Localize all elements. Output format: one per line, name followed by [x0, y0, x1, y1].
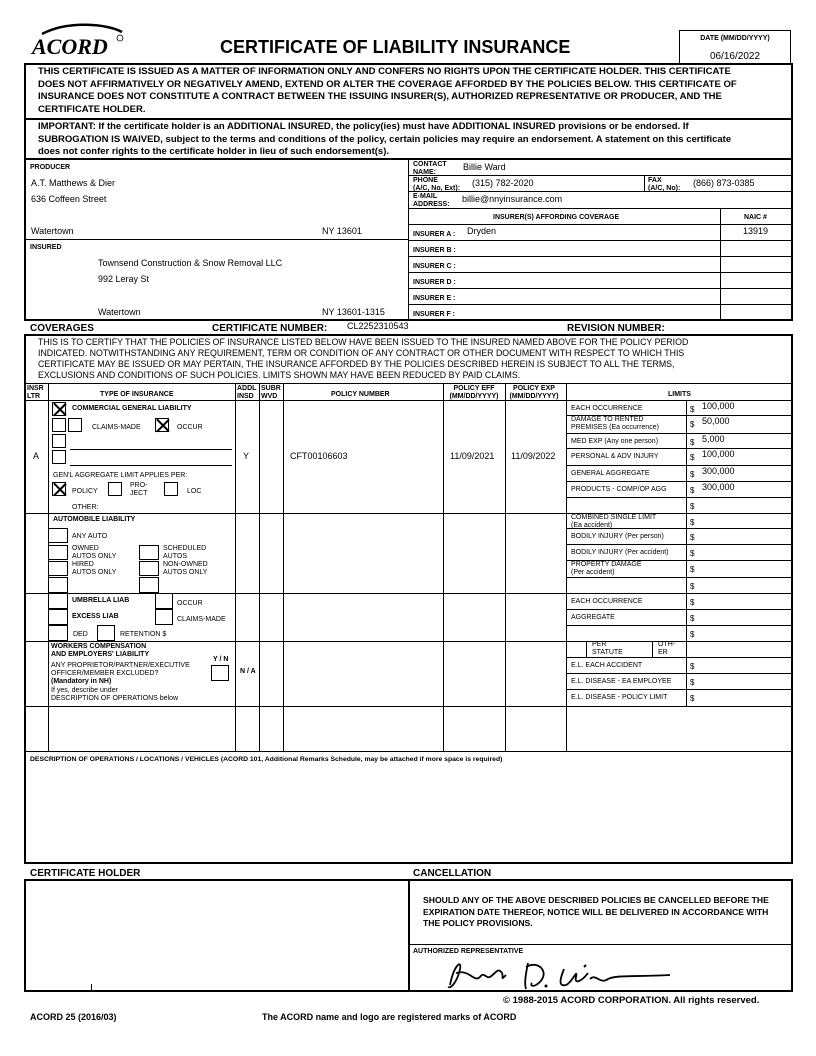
- insurer-label: INSURER C :: [413, 263, 456, 270]
- col-addl: ADDL INSD: [237, 385, 257, 400]
- dollar-sign: $: [690, 662, 695, 671]
- gen-agg-applies-label: GEN'L AGGREGATE LIMIT APPLIES PER:: [53, 472, 188, 479]
- other-label: OTHER:: [72, 504, 99, 511]
- phone-label: PHONE (A/C, No, Ext):: [413, 177, 461, 192]
- col-insr-ltr: INSR LTR: [27, 385, 44, 400]
- limit-label: E.L. DISEASE - EA EMPLOYEE: [571, 678, 672, 685]
- non-owned-autos-label: NON-OWNED AUTOS ONLY: [163, 561, 208, 576]
- loc-checkbox[interactable]: [164, 482, 178, 496]
- gl-eff-date: 11/09/2021: [450, 451, 495, 461]
- fax-label: FAX (A/C, No):: [648, 177, 681, 192]
- excess-label: EXCESS LIAB: [72, 613, 119, 620]
- dollar-sign: $: [690, 614, 695, 623]
- col-exp: POLICY EXP (MM/DD/YYYY): [509, 385, 559, 400]
- cert-number: CL2252310543: [347, 321, 409, 331]
- insurer-label: INSURER A :: [413, 231, 456, 238]
- insured-name: Townsend Construction & Snow Removal LLC: [98, 258, 283, 268]
- cancellation-label: CANCELLATION: [413, 868, 492, 879]
- limit-value: 50,000: [702, 416, 730, 426]
- limit-label: COMBINED SINGLE LIMIT (Ea accident): [571, 514, 657, 529]
- auto-blank-checkbox-1[interactable]: [48, 577, 68, 593]
- per-statute-checkbox[interactable]: [586, 641, 587, 657]
- gl-blank-checkbox-2[interactable]: [52, 450, 66, 464]
- loc-label: LOC: [187, 488, 202, 495]
- dollar-sign: $: [690, 438, 695, 447]
- wc-yn-label: Y / N: [213, 656, 229, 663]
- umbrella-checkbox[interactable]: [48, 593, 68, 609]
- coverage-statement: THIS IS TO CERTIFY THAT THE POLICIES OF INSURANCE LISTED BELOW HAVE BEEN ISSUED TO THE INSURED NAMED ABOVE FOR THE POLICY PERIOD INDICATED. NOTWITHSTANDING ANY REQUIREMENT, TERM OR CONDITION OF ANY CONTRACT OR OTHER DOCUMENT WITH RESPECT TO WHICH THIS CERTIFICATE MAY BE ISSUED OR MAY PERTAIN, THE INSURANCE AFFORDED BY THE POLICIES DESCRIBED HEREIN IS SUBJECT TO ALL THE TERMS, EXCLUSIONS AND CONDITIONS OF SUCH POLICIES. LIMITS SHOWN MAY HAVE BEEN REDUCED BY PAID CLAIMS.: [38, 337, 689, 380]
- occur-checkbox[interactable]: [155, 418, 169, 432]
- gl-exp-date: 11/09/2022: [511, 451, 556, 461]
- dollar-sign: $: [690, 420, 695, 429]
- limit-label: MED EXP (Any one person): [571, 438, 659, 445]
- wc-describe-label: If yes, describe under DESCRIPTION OF OPERATIONS below: [51, 687, 179, 702]
- limit-label: PERSONAL & ADV INJURY: [571, 453, 659, 460]
- page-title: CERTIFICATE OF LIABILITY INSURANCE: [220, 37, 571, 57]
- umbrella-claims-made-checkbox[interactable]: [155, 609, 173, 625]
- dollar-sign: $: [690, 694, 695, 703]
- dollar-sign: $: [690, 502, 695, 511]
- umbrella-occur-checkbox[interactable]: [155, 593, 173, 609]
- gl-checkbox[interactable]: [52, 402, 66, 416]
- wc-mandatory-label: (Mandatory in NH): [51, 678, 112, 685]
- limit-label: PROPERTY DAMAGE (Per accident): [571, 561, 642, 576]
- insurer-label: INSURER B :: [413, 247, 456, 254]
- insured-street: 992 Leray St: [98, 274, 150, 284]
- dollar-sign: $: [690, 470, 695, 479]
- col-type: TYPE OF INSURANCE: [100, 391, 174, 398]
- gl-blank-checkbox-1[interactable]: [52, 434, 66, 448]
- holder-box: [24, 879, 410, 992]
- dollar-sign: $: [690, 405, 695, 414]
- naic-header: NAIC #: [744, 214, 767, 221]
- insurer-label: INSURER D :: [413, 279, 456, 286]
- date-label: DATE (MM/DD/YYYY): [700, 35, 770, 42]
- acord-logo: [28, 22, 128, 66]
- insurer-name: Dryden: [467, 226, 497, 236]
- ded-checkbox[interactable]: [48, 625, 68, 641]
- hired-autos-checkbox[interactable]: [48, 561, 68, 576]
- dollar-sign: $: [690, 533, 695, 542]
- contact-name: Billie Ward: [463, 162, 506, 172]
- wc-title: WORKERS COMPENSATION AND EMPLOYERS' LIABILITY: [51, 643, 150, 658]
- insurer-label: INSURER F :: [413, 311, 455, 318]
- retention-checkbox[interactable]: [97, 625, 115, 641]
- claims-made-label: CLAIMS-MADE: [92, 424, 141, 431]
- producer-city: Watertown: [31, 226, 74, 236]
- coverages-label: COVERAGES: [30, 323, 94, 334]
- dollar-sign: $: [690, 582, 695, 591]
- revision-number-label: REVISION NUMBER:: [567, 323, 665, 334]
- project-checkbox[interactable]: [108, 482, 122, 496]
- scheduled-autos-checkbox[interactable]: [139, 545, 159, 560]
- auth-rep-label: AUTHORIZED REPRESENTATIVE: [413, 948, 524, 955]
- email-value: billie@nnyinsurance.com: [462, 194, 563, 204]
- holder-label: CERTIFICATE HOLDER: [30, 868, 141, 879]
- gl-policy-number: CFT00106603: [290, 451, 348, 461]
- any-auto-label: ANY AUTO: [72, 533, 108, 540]
- limit-label: EACH OCCURRENCE: [571, 405, 643, 412]
- limit-label: E.L. DISEASE - POLICY LIMIT: [571, 694, 668, 701]
- limit-label: AGGREGATE: [571, 614, 615, 621]
- dollar-sign: $: [690, 453, 695, 462]
- wc-proprietor-label: ANY PROPRIETOR/PARTNER/EXECUTIVE OFFICER/MEMBER EXCLUDED?: [51, 662, 190, 677]
- insurers-header: INSURER(S) AFFORDING COVERAGE: [493, 214, 620, 221]
- logo-text: ACORD: [32, 34, 108, 59]
- limit-value: 100,000: [702, 449, 735, 459]
- auto-blank-checkbox-2[interactable]: [139, 577, 159, 593]
- oth-er-label: OTH- ER: [658, 641, 676, 656]
- umbrella-occur-label: OCCUR: [177, 600, 203, 607]
- dollar-sign: $: [690, 565, 695, 574]
- excess-checkbox[interactable]: [48, 609, 68, 625]
- oth-er-checkbox[interactable]: [652, 641, 653, 657]
- dollar-sign: $: [690, 486, 695, 495]
- limit-value: 100,000: [702, 401, 735, 411]
- date-value: 06/16/2022: [709, 51, 761, 62]
- limit-label: GENERAL AGGREGATE: [571, 470, 650, 477]
- policy-label: POLICY: [72, 488, 98, 495]
- limit-label: EACH OCCURRENCE: [571, 598, 643, 605]
- insured-state-zip: NY 13601-1315: [322, 307, 385, 317]
- hired-autos-label: HIRED AUTOS ONLY: [72, 561, 117, 576]
- dollar-sign: $: [690, 518, 695, 527]
- auto-title: AUTOMOBILE LIABILITY: [53, 516, 136, 523]
- limit-value: 300,000: [702, 482, 735, 492]
- trademark-text: The ACORD name and logo are registered marks of ACORD: [262, 1012, 517, 1022]
- limit-value: 300,000: [702, 466, 735, 476]
- notice-important: IMPORTANT: If the certificate holder is an ADDITIONAL INSURED, the policy(ies) must have ADDITIONAL INSURED provisions or be endorsed. If SUBROGATION IS WAIVED, subject to the terms and conditions of the policy, certain policies may require an endorsement. A statement on this certificate does not confer rights to the certificate holder in lieu of such endorsement(s).: [38, 121, 732, 157]
- gl-insr-ltr: A: [33, 451, 40, 461]
- limit-label: DAMAGE TO RENTED PREMISES (Ea occurrence): [571, 416, 659, 431]
- signature-image: [440, 955, 680, 993]
- insurer-naic: 13919: [743, 226, 769, 236]
- limit-label: BODILY INJURY (Per accident): [571, 549, 669, 556]
- ded-label: DED: [73, 631, 88, 638]
- producer-name: A.T. Matthews & Dier: [31, 178, 116, 188]
- wc-na: N / A: [240, 668, 256, 675]
- claims-made-checkbox[interactable]: [68, 418, 82, 432]
- cancellation-text: SHOULD ANY OF THE ABOVE DESCRIBED POLICIES BE CANCELLED BEFORE THE EXPIRATION DATE THEREOF, NOTICE WILL BE DELIVERED IN ACCORDANCE WITH THE POLICY PROVISIONS.: [423, 895, 769, 928]
- phone-value: (315) 782-2020: [472, 178, 534, 188]
- limit-label: E.L. EACH ACCIDENT: [571, 662, 643, 669]
- producer-state-zip: NY 13601: [322, 226, 362, 236]
- wc-excluded-checkbox[interactable]: [211, 665, 229, 681]
- col-policy-number: POLICY NUMBER: [331, 391, 390, 398]
- col-limits: LIMITS: [668, 391, 691, 398]
- limit-value: 5,000: [702, 434, 725, 444]
- contact-name-label: CONTACT NAME:: [413, 161, 447, 176]
- policy-checkbox[interactable]: [52, 482, 66, 496]
- email-label: E-MAIL ADDRESS:: [413, 193, 450, 208]
- project-label: PRO- JECT: [130, 482, 148, 497]
- col-eff: POLICY EFF (MM/DD/YYYY): [449, 385, 499, 400]
- umbrella-claims-made-label: CLAIMS-MADE: [177, 616, 226, 623]
- col-subr: SUBR WVD: [261, 385, 281, 400]
- owned-autos-label: OWNED AUTOS ONLY: [72, 545, 117, 560]
- notice-information-only: THIS CERTIFICATE IS ISSUED AS A MATTER OF INFORMATION ONLY AND CONFERS NO RIGHTS UPON THE CERTIFICATE HOLDER. THIS CERTIFICATE DOES NOT AFFIRMATIVELY OR NEGATIVELY AMEND, EXTEND OR ALTER THE COVERAGE AFFORDED BY THE POLICIES BELOW. THIS CERTIFICATE OF INSURANCE DOES NOT CONSTITUTE A CONTRACT BETWEEN THE ISSUING INSURER(S), AUTHORIZED REPRESENTATIVE OR PRODUCER, AND THE CERTIFICATE HOLDER.: [38, 66, 737, 115]
- dollar-sign: $: [690, 549, 695, 558]
- form-id: ACORD 25 (2016/03): [30, 1012, 117, 1022]
- producer-street: 636 Coffeen Street: [31, 194, 107, 204]
- producer-label: PRODUCER: [30, 164, 71, 171]
- occur-label: OCCUR: [177, 424, 203, 431]
- limit-label: BODILY INJURY (Per person): [571, 533, 664, 540]
- description-label: DESCRIPTION OF OPERATIONS / LOCATIONS / VEHICLES (ACORD 101, Additional Remarks Schedule, may be attached if more space is required): [30, 756, 503, 763]
- scheduled-autos-label: SCHEDULED AUTOS: [163, 545, 207, 560]
- fax-value: (866) 873-0385: [693, 178, 755, 188]
- insured-label: INSURED: [30, 244, 62, 251]
- umbrella-label: UMBRELLA LIAB: [72, 597, 130, 604]
- gl-title: COMMERCIAL GENERAL LIABILITY: [72, 405, 192, 412]
- cert-number-label: CERTIFICATE NUMBER:: [212, 323, 328, 334]
- retention-label: RETENTION $: [120, 631, 167, 638]
- dollar-sign: $: [690, 678, 695, 687]
- non-owned-autos-checkbox[interactable]: [139, 561, 159, 576]
- gl-spacer-checkbox[interactable]: [52, 418, 66, 432]
- gl-addl-insd: Y: [243, 451, 250, 461]
- dollar-sign: $: [690, 630, 695, 639]
- any-auto-checkbox[interactable]: [48, 528, 68, 543]
- insured-city: Watertown: [98, 307, 141, 317]
- dollar-sign: $: [690, 598, 695, 607]
- copyright-text: © 1988-2015 ACORD CORPORATION. All rights reserved.: [503, 995, 760, 1006]
- limit-label: PRODUCTS - COMP/OP AGG: [571, 486, 667, 493]
- per-statute-label: PER STATUTE: [592, 641, 623, 656]
- owned-autos-checkbox[interactable]: [48, 545, 68, 560]
- date-box: [679, 30, 791, 64]
- insurer-label: INSURER E :: [413, 295, 456, 302]
